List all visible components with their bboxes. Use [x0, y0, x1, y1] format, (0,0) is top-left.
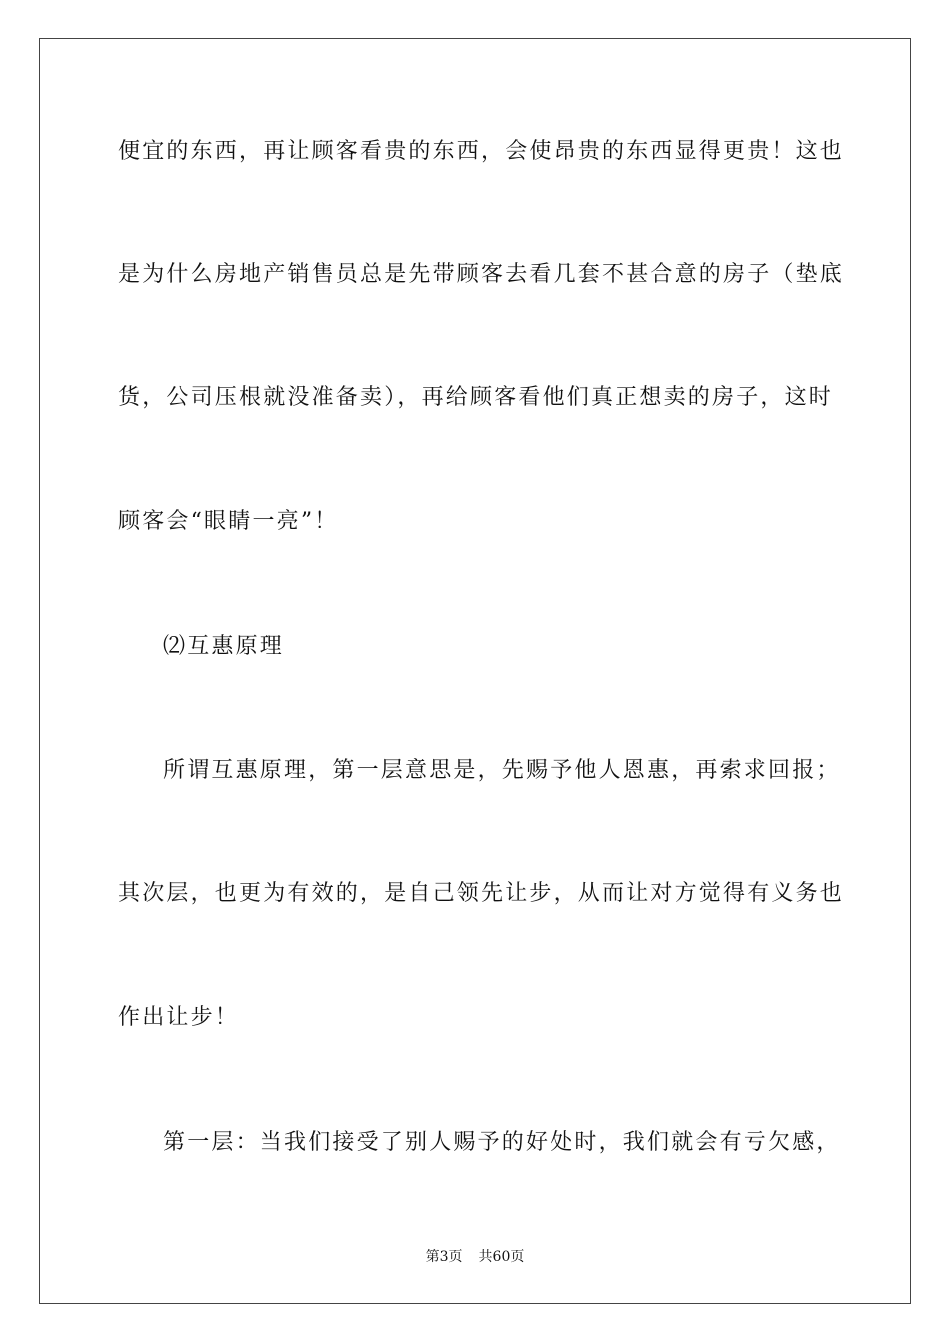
paragraph-line-2: 其次层，也更为有效的，是自己领先让步，从而让对方觉得有义务也 [118, 881, 845, 906]
section-heading: ⑵互惠原理 [163, 634, 285, 659]
paragraph-line-1: 所谓互惠原理，第一层意思是，先赐予他人恩惠，再索求回报； [163, 758, 841, 783]
page-border [39, 38, 911, 1304]
total-pages: 共60页 [478, 1249, 525, 1265]
text-line-4: 顾客会“眼睛一亮”！ [118, 509, 339, 534]
paragraph-line-4: 第一层：当我们接受了别人赐予的好处时，我们就会有亏欠感， [163, 1130, 841, 1155]
text-line-1: 便宜的东西，再让顾客看贵的东西，会使昂贵的东西显得更贵！这也 [118, 139, 845, 164]
text-line-3: 货，公司压根就没准备卖），再给顾客看他们真正想卖的房子，这时 [118, 385, 834, 410]
text-line-2: 是为什么房地产销售员总是先带顾客去看几套不甚合意的房子（垫底 [118, 262, 845, 287]
page-number: 第3页 [425, 1249, 463, 1265]
paragraph-line-3: 作出让步！ [118, 1005, 240, 1030]
page-footer [0, 1248, 950, 1266]
